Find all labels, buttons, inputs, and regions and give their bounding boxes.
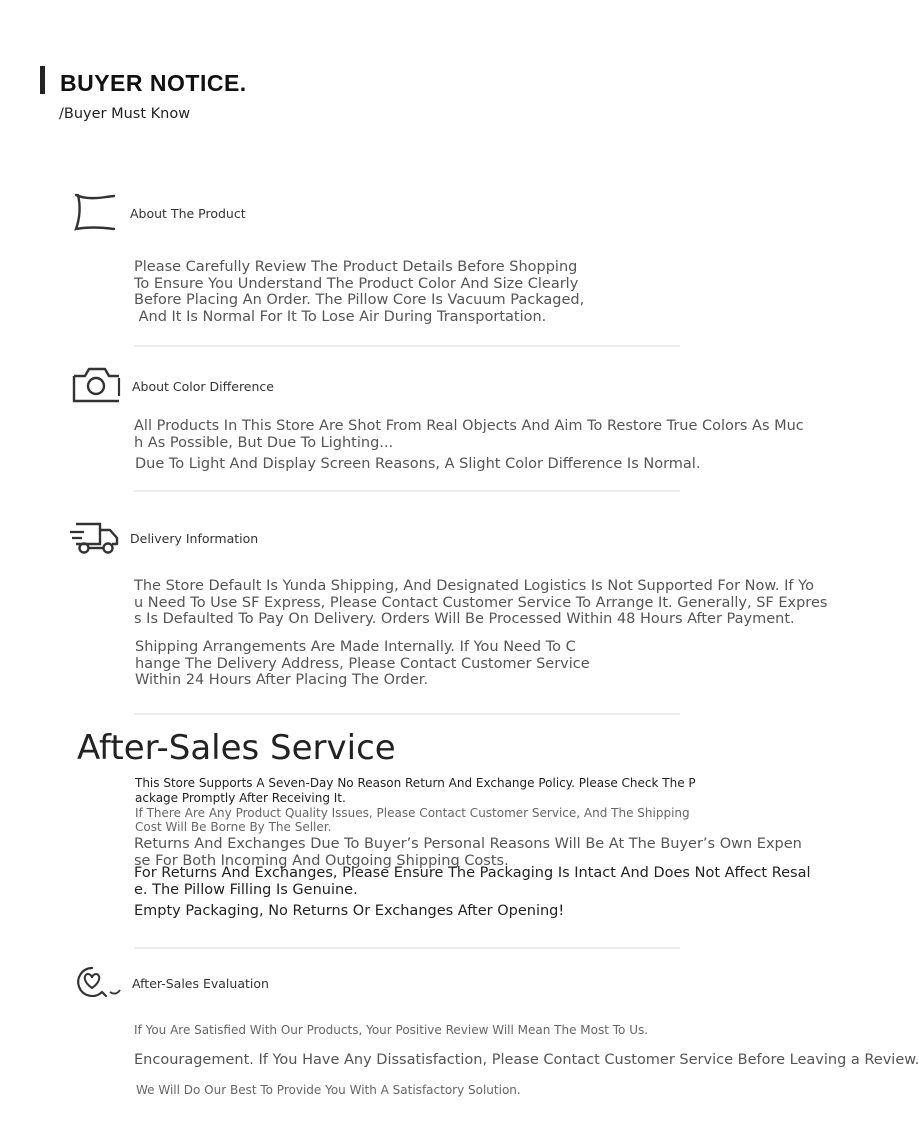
camera-icon: [71, 366, 125, 404]
divider: [134, 947, 680, 949]
delivery-address-text: Shipping Arrangements Are Made Internally. If You Need To C hange The Delivery Address, Please Contact Customer Service Within 24 Hours After Placing The Order.: [135, 639, 590, 688]
buyer-expense-text: Returns And Exchanges Due To Buyer’s Personal Reasons Will Be At The Buyer’s Own Expen se For Both Incoming And Outgoing Shipping Costs.: [134, 836, 802, 869]
evaluation-text-1: If You Are Satisfied With Our Products, Your Positive Review Will Mean The Most To Us.: [134, 1023, 649, 1037]
truck-icon: [70, 520, 122, 556]
divider: [134, 713, 680, 715]
title-accent-bar: [40, 66, 45, 94]
delivery-text: The Store Default Is Yunda Shipping, And Designated Logistics Is Not Supported For Now. If Yo u Need To Use SF Express, Please Contact Customer Service To Arrange It. Generally, SF Expres s Is Defaulted To Pay On Delivery. Orders Will Be Processed Within 48 Hours After Payment.: [134, 578, 828, 627]
section-label-delivery: Delivery Information: [130, 531, 259, 546]
return-policy-text: This Store Supports A Seven-Day No Reason Return And Exchange Policy. Please Check The P ackage Promptly After Receiving It.: [135, 776, 696, 805]
page-subtitle: /Buyer Must Know: [59, 106, 191, 122]
section-label-color: About Color Difference: [132, 379, 274, 394]
divider: [134, 490, 680, 492]
section-label-product: About The Product: [130, 206, 246, 221]
heart-chat-icon: [76, 966, 122, 1000]
page-title: BUYER NOTICE.: [60, 70, 247, 96]
pillow-icon: [72, 192, 120, 232]
packaging-text: For Returns And Exchanges, Please Ensure The Packaging Is Intact And Does Not Affect Resal e. The Pillow Filling Is Genuine.: [134, 865, 811, 898]
color-note: Due To Light And Display Screen Reasons, A Slight Color Difference Is Normal.: [135, 456, 701, 472]
quality-issue-text: If There Are Any Product Quality Issues, Please Contact Customer Service, And The Shipping Cost Will Be Borne By The Seller.: [135, 806, 690, 834]
evaluation-text-2: Encouragement. If You Have Any Dissatisfaction, Please Contact Customer Service Before Leaving a Review.: [134, 1052, 919, 1068]
after-sales-title: After-Sales Service: [77, 728, 396, 768]
empty-packaging-text: Empty Packaging, No Returns Or Exchanges After Opening!: [134, 903, 565, 919]
evaluation-text-3: We Will Do Our Best To Provide You With A Satisfactory Solution.: [136, 1083, 521, 1097]
section-label-evaluation: After-Sales Evaluation: [132, 976, 269, 991]
divider: [134, 345, 680, 347]
color-text: All Products In This Store Are Shot From Real Objects And Aim To Restore True Colors As Muc h As Possible, But Due To Lighting...: [134, 418, 804, 451]
product-text: Please Carefully Review The Product Details Before Shopping To Ensure You Understand The Product Color And Size Clearly Before Placing An Order. The Pillow Core Is Vacuum Packaged, And It Is Normal For It To Lose Air During Transportation.: [134, 259, 585, 325]
